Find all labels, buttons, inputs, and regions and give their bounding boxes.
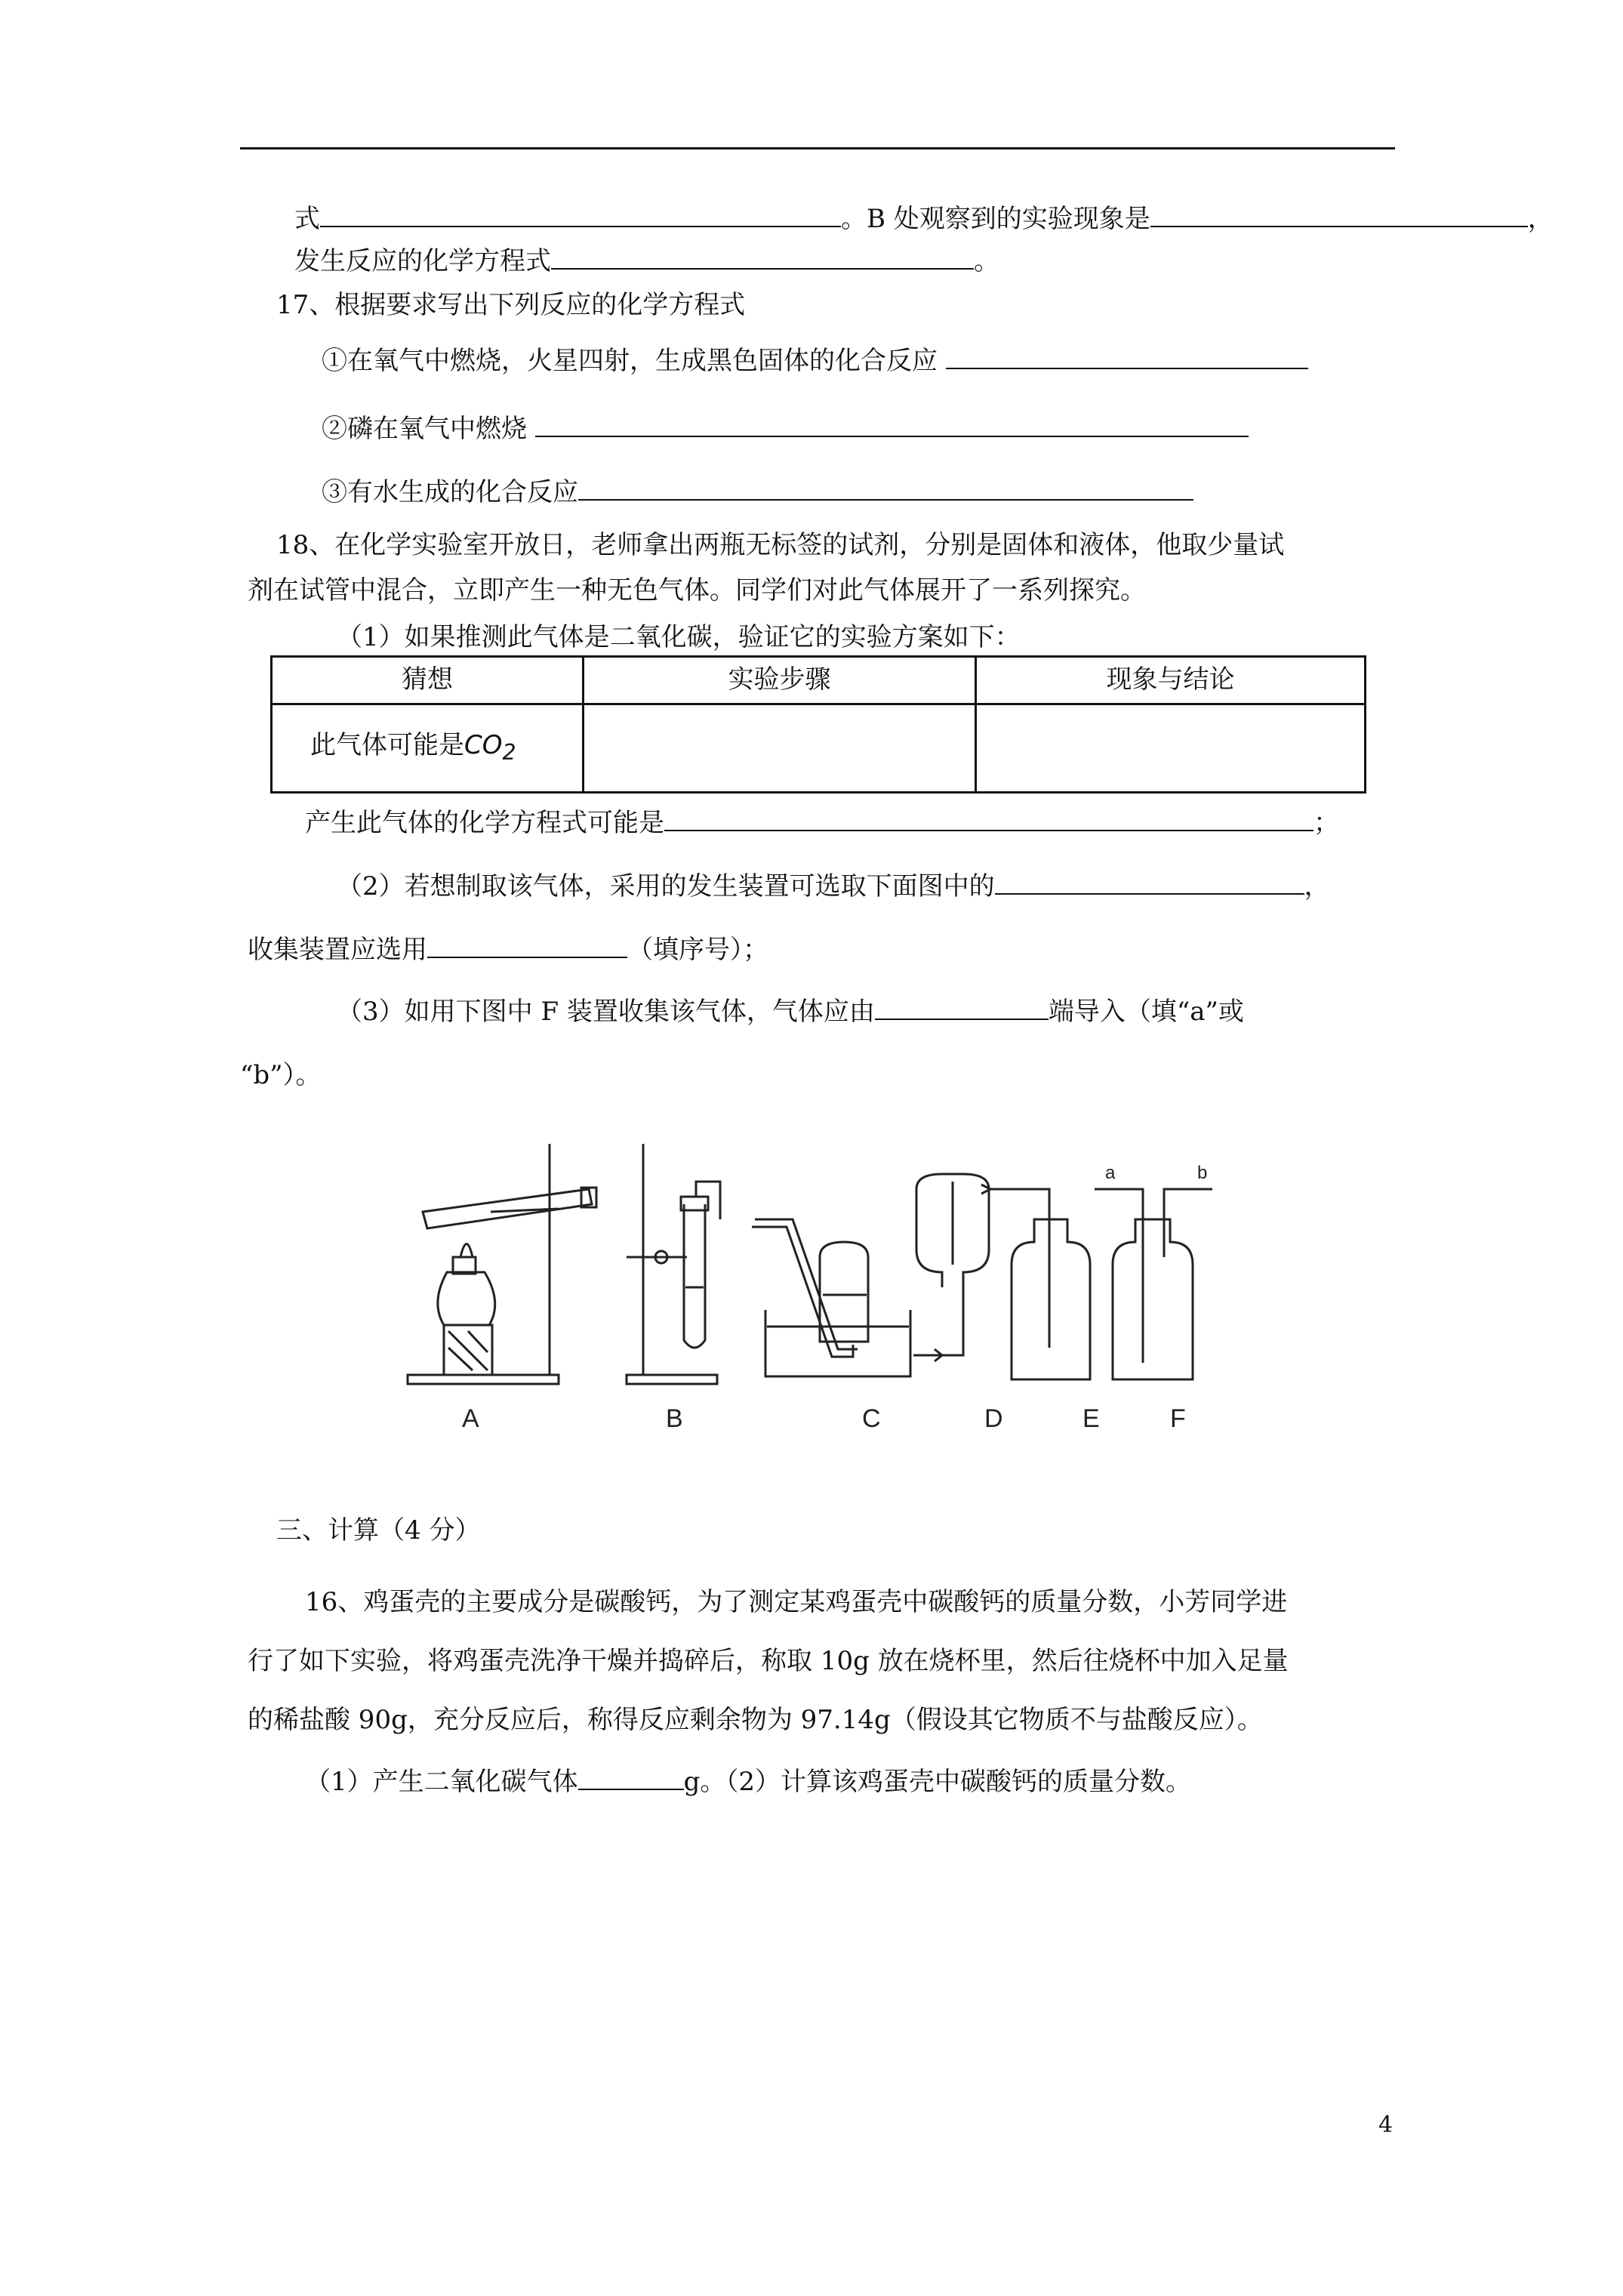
- table-header-row: [272, 657, 1366, 704]
- q16-line2: [294, 245, 999, 279]
- q18-sub3-text: （3）如用下图中 F 装置收集该气体，气体应由: [337, 997, 875, 1027]
- header-steps: 实验步骤: [584, 657, 976, 704]
- label-c: C: [862, 1404, 881, 1433]
- section3-title: 三、计算（4 分）: [276, 1515, 481, 1546]
- co2-formula-main: CO: [464, 730, 503, 761]
- q17-item3: [322, 476, 1193, 510]
- q17-item2: [322, 412, 1249, 447]
- apparatus-e: [981, 1185, 1090, 1379]
- q18-sub2-end: ，: [1304, 871, 1330, 901]
- q16-line2-end: 。: [974, 246, 999, 276]
- header-guess: 猜想: [272, 657, 584, 704]
- answer-blank[interactable]: [427, 934, 627, 958]
- label-d: D: [984, 1404, 1003, 1433]
- section3-question: [305, 1765, 1191, 1800]
- apparatus-figure: [400, 1136, 1268, 1438]
- q18-equation-end: ；: [1313, 808, 1339, 838]
- answer-blank[interactable]: [578, 1766, 684, 1790]
- experiment-table: [270, 655, 1366, 794]
- answer-blank[interactable]: [664, 807, 1313, 831]
- port-b-label: b: [1197, 1163, 1208, 1183]
- q18-intro-line2: 剂在试管中混合，立即产生一种无色气体。同学们对此气体展开了一系列探究。: [248, 575, 1146, 606]
- q18-sub2b-text: 收集装置应选用: [248, 935, 427, 965]
- q17-item1-text: ①在氧气中燃烧，火星四射，生成黑色固体的化合反应: [322, 346, 938, 376]
- answer-blank[interactable]: [320, 203, 841, 227]
- q18-sub2b-end: （填序号）；: [627, 935, 768, 965]
- answer-blank[interactable]: [578, 476, 1193, 501]
- q18-equation-text: 产生此气体的化学方程式可能是: [305, 808, 664, 838]
- apparatus-f: [1095, 1189, 1212, 1379]
- label-e: E: [1083, 1404, 1100, 1433]
- q16-line2-text: 发生反应的化学方程式: [294, 246, 551, 276]
- q18-sub2-text: （2）若想制取该气体，采用的发生装置可选取下面图中的: [337, 871, 995, 901]
- q18-sub2-line1: [337, 870, 1330, 905]
- label-a: A: [462, 1404, 479, 1433]
- section3-para-line1: 16、鸡蛋壳的主要成分是碳酸钙，为了测定某鸡蛋壳中碳酸钙的质量分数，小芳同学进: [305, 1587, 1288, 1617]
- q16-line1: [294, 202, 1554, 237]
- table-row: [272, 704, 1366, 793]
- q17-item1: [322, 344, 1308, 379]
- q18-sub3-end: 端导入（填“a”或: [1048, 997, 1244, 1027]
- q16-line1-start: 式: [294, 204, 320, 234]
- q17-item2-text: ②磷在氧气中燃烧: [322, 414, 527, 444]
- q16-line1-mid: 。B 处观察到的实验现象是: [841, 204, 1150, 234]
- answer-blank[interactable]: [1150, 203, 1528, 227]
- cell-guess: [272, 704, 584, 793]
- cell-result[interactable]: [976, 704, 1366, 793]
- q17-item3-text: ③有水生成的化合反应: [322, 477, 578, 507]
- section3-para-line3: 的稀盐酸 90g，充分反应后，称得反应剩余物为 97.14g（假设其它物质不与盐酸反应）。: [248, 1705, 1263, 1735]
- q18-sub2-line2: [248, 933, 768, 968]
- page-number: 4: [1378, 2112, 1394, 2138]
- section3-q1-text: （1）产生二氧化碳气体: [305, 1767, 578, 1797]
- label-f: F: [1170, 1404, 1186, 1433]
- answer-blank[interactable]: [995, 871, 1304, 895]
- answer-blank[interactable]: [946, 345, 1308, 369]
- answer-blank[interactable]: [551, 245, 974, 270]
- answer-blank[interactable]: [535, 413, 1249, 437]
- cell-steps[interactable]: [584, 704, 976, 793]
- q18-sub1: （1）如果推测此气体是二氧化碳，验证它的实验方案如下：: [337, 622, 1021, 652]
- apparatus-c: [752, 1219, 910, 1376]
- co2-formula: [464, 730, 516, 766]
- section3-q1-end: g。（2）计算该鸡蛋壳中碳酸钙的质量分数。: [683, 1767, 1192, 1797]
- q18-equation-line: [305, 806, 1339, 841]
- q18-sub3-line1: [337, 995, 1244, 1030]
- q18-intro-line1: 18、在化学实验室开放日，老师拿出两瓶无标签的试剂，分别是固体和液体，他取少量试: [276, 530, 1285, 560]
- apparatus-svg: [400, 1136, 1268, 1438]
- apparatus-d: [913, 1174, 989, 1361]
- q16-line1-end: ，: [1527, 204, 1554, 234]
- guess-text: 此气体可能是: [310, 730, 464, 761]
- header-result: 现象与结论: [976, 657, 1366, 704]
- header-rule: [240, 147, 1395, 149]
- apparatus-a: [408, 1144, 596, 1384]
- apparatus-b: [627, 1144, 720, 1384]
- q17-title: 17、根据要求写出下列反应的化学方程式: [276, 290, 746, 320]
- label-b: B: [666, 1404, 683, 1433]
- section3-para-line2: 行了如下实验，将鸡蛋壳洗净干燥并捣碎后，称取 10g 放在烧杯里，然后往烧杯中加入足量: [248, 1646, 1289, 1676]
- answer-blank[interactable]: [875, 996, 1049, 1020]
- co2-formula-sub: 2: [502, 740, 516, 766]
- q18-sub3-line2: “b”）。: [240, 1060, 322, 1090]
- port-a-label: a: [1105, 1163, 1116, 1183]
